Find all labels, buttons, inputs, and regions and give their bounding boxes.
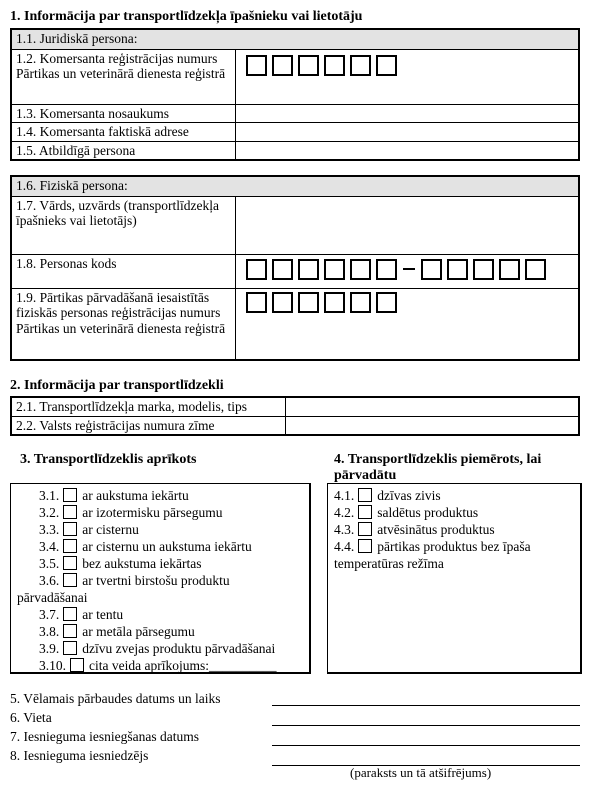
list-item bbox=[39, 572, 303, 589]
item-label: ar metāla pārsegumu bbox=[82, 624, 195, 639]
company-address-label: 1.4. Komersanta faktiskā adrese bbox=[11, 123, 235, 142]
digit-box[interactable] bbox=[246, 292, 267, 313]
fullname-field[interactable] bbox=[235, 196, 579, 254]
vehicle-table bbox=[10, 396, 580, 436]
place-line[interactable] bbox=[272, 725, 580, 726]
digit-box[interactable] bbox=[350, 292, 371, 313]
item-number: 3.6. bbox=[39, 573, 60, 588]
digit-box[interactable] bbox=[324, 292, 345, 313]
digit-box[interactable] bbox=[376, 292, 397, 313]
checkbox[interactable] bbox=[63, 641, 77, 655]
section4-title-line1: 4. Transportlīdzeklis piemērots, lai bbox=[334, 452, 542, 467]
list-item bbox=[39, 521, 303, 538]
digit-box[interactable] bbox=[246, 259, 267, 280]
submitter-label: 8. Iesnieguma iesniedzējs bbox=[10, 748, 149, 763]
checkbox[interactable] bbox=[63, 522, 77, 536]
item-label-continued: pārvadāšanai bbox=[17, 590, 88, 605]
reg-number-label: 1.2. Komersanta reģistrācijas numurs Pārtikas un veterinārā dienesta reģistrā bbox=[11, 49, 235, 104]
digit-box[interactable] bbox=[376, 55, 397, 76]
reg-number-field[interactable] bbox=[235, 49, 579, 104]
list-item bbox=[39, 487, 303, 504]
suitability-list bbox=[327, 483, 582, 674]
fullname-label: 1.7. Vārds, uzvārds (transportlīdzekļa īpašnieks vai lietotājs) bbox=[11, 196, 235, 254]
digit-box[interactable] bbox=[525, 259, 546, 280]
item-label: cita veida aprīkojums:__________ bbox=[89, 658, 277, 673]
checkbox[interactable] bbox=[63, 573, 77, 587]
item-number: 4.2. bbox=[334, 505, 355, 520]
responsible-person-label: 1.5. Atbildīgā persona bbox=[11, 141, 235, 160]
dash-separator bbox=[403, 268, 415, 270]
vehicle-brand-label: 2.1. Transportlīdzekļa marka, modelis, tips bbox=[11, 397, 285, 416]
digit-box[interactable] bbox=[272, 55, 293, 76]
item-number: 3.1. bbox=[39, 488, 60, 503]
vehicle-brand-field[interactable] bbox=[285, 397, 579, 416]
digit-box[interactable] bbox=[298, 292, 319, 313]
item-number: 3.2. bbox=[39, 505, 60, 520]
section2-title: 2. Informācija par transportlīdzekli bbox=[10, 378, 224, 393]
item-label: ar tentu bbox=[82, 607, 124, 622]
item-number: 3.3. bbox=[39, 522, 60, 537]
item-label: saldētus produktus bbox=[377, 505, 479, 520]
digit-box[interactable] bbox=[350, 259, 371, 280]
digit-box[interactable] bbox=[473, 259, 494, 280]
checkbox[interactable] bbox=[70, 658, 84, 672]
plate-number-field[interactable] bbox=[285, 416, 579, 435]
digit-box[interactable] bbox=[298, 259, 319, 280]
digit-box[interactable] bbox=[272, 292, 293, 313]
item-label: bez aukstuma iekārtas bbox=[82, 556, 202, 571]
list-item bbox=[39, 657, 303, 674]
food-reg-field[interactable] bbox=[235, 288, 579, 360]
digit-box[interactable] bbox=[272, 259, 293, 280]
company-name-label: 1.3. Komersanta nosaukums bbox=[11, 104, 235, 123]
digit-box[interactable] bbox=[298, 55, 319, 76]
checkbox[interactable] bbox=[358, 522, 372, 536]
physical-person-table bbox=[10, 175, 580, 361]
plate-number-label: 2.2. Valsts reģistrācijas numura zīme bbox=[11, 416, 285, 435]
list-item bbox=[39, 640, 303, 657]
list-item bbox=[39, 504, 303, 521]
checkbox[interactable] bbox=[63, 505, 77, 519]
food-reg-label: 1.9. Pārtikas pārvadāšanā iesaistītās fiziskās personas reģistrācijas numurs Pārtikas un veterinārā dienesta reģistrā bbox=[11, 288, 235, 360]
list-item bbox=[39, 555, 303, 572]
list-item bbox=[334, 521, 574, 538]
personal-code-field[interactable] bbox=[235, 254, 579, 288]
item-label: ar cisternu un aukstuma iekārtu bbox=[82, 539, 252, 554]
section1-title: 1. Informācija par transportlīdzekļa īpašnieku vai lietotāju bbox=[10, 9, 363, 24]
item-label: dzīvu zvejas produktu pārvadāšanai bbox=[82, 641, 276, 656]
item-number: 4.1. bbox=[334, 488, 355, 503]
item-number: 3.10. bbox=[39, 658, 66, 673]
item-number: 3.7. bbox=[39, 607, 60, 622]
section3-title: 3. Transportlīdzeklis aprīkots bbox=[20, 452, 197, 467]
checkbox[interactable] bbox=[63, 624, 77, 638]
list-item bbox=[334, 504, 574, 521]
signature-caption: (paraksts un tā atšifrējums) bbox=[350, 765, 492, 780]
section4-title-line2: pārvadātu bbox=[334, 468, 397, 483]
company-name-field[interactable] bbox=[235, 104, 579, 123]
checkbox[interactable] bbox=[63, 607, 77, 621]
desired-date-line[interactable] bbox=[272, 705, 580, 706]
list-item bbox=[39, 623, 303, 640]
list-item bbox=[334, 487, 574, 504]
digit-box[interactable] bbox=[499, 259, 520, 280]
place-label: 6. Vieta bbox=[10, 710, 52, 725]
item-label: ar izotermisku pārsegumu bbox=[82, 505, 223, 520]
item-number: 4.3. bbox=[334, 522, 355, 537]
digit-box[interactable] bbox=[324, 259, 345, 280]
legal-person-header: 1.1. Juridiskā persona: bbox=[11, 29, 579, 49]
item-number: 3.5. bbox=[39, 556, 60, 571]
legal-person-table bbox=[10, 28, 580, 161]
digit-box[interactable] bbox=[324, 55, 345, 76]
checkbox[interactable] bbox=[63, 539, 77, 553]
item-number: 4.4. bbox=[334, 539, 355, 554]
submission-date-label: 7. Iesnieguma iesniegšanas datums bbox=[10, 729, 199, 744]
digit-box[interactable] bbox=[376, 259, 397, 280]
item-label: dzīvas zivis bbox=[377, 488, 441, 503]
list-item bbox=[334, 538, 574, 555]
checkbox[interactable] bbox=[358, 539, 372, 553]
item-label: atvēsinātus produktus bbox=[377, 522, 495, 537]
digit-box[interactable] bbox=[447, 259, 468, 280]
checkbox[interactable] bbox=[63, 488, 77, 502]
checkbox[interactable] bbox=[358, 505, 372, 519]
digit-box[interactable] bbox=[350, 55, 371, 76]
personal-code-label: 1.8. Personas kods bbox=[11, 254, 235, 288]
digit-box[interactable] bbox=[421, 259, 442, 280]
digit-box[interactable] bbox=[246, 55, 267, 76]
item-label-continued: temperatūras režīma bbox=[334, 556, 444, 571]
checkbox[interactable] bbox=[358, 488, 372, 502]
list-item bbox=[39, 606, 303, 623]
desired-date-label: 5. Vēlamais pārbaudes datums un laiks bbox=[10, 691, 221, 706]
item-number: 3.8. bbox=[39, 624, 60, 639]
item-label: pārtikas produktus bez īpaša bbox=[377, 539, 531, 554]
item-number: 3.4. bbox=[39, 539, 60, 554]
list-item bbox=[39, 538, 303, 555]
item-number: 3.9. bbox=[39, 641, 60, 656]
checkbox[interactable] bbox=[63, 556, 77, 570]
item-label: ar aukstuma iekārtu bbox=[82, 488, 189, 503]
item-label: ar tvertni birstošu produktu bbox=[82, 573, 230, 588]
submission-date-line[interactable] bbox=[272, 745, 580, 746]
equipment-list bbox=[10, 483, 311, 674]
responsible-person-field[interactable] bbox=[235, 141, 579, 160]
company-address-field[interactable] bbox=[235, 123, 579, 142]
physical-person-header: 1.6. Fiziskā persona: bbox=[11, 176, 579, 196]
item-label: ar cisternu bbox=[82, 522, 139, 537]
